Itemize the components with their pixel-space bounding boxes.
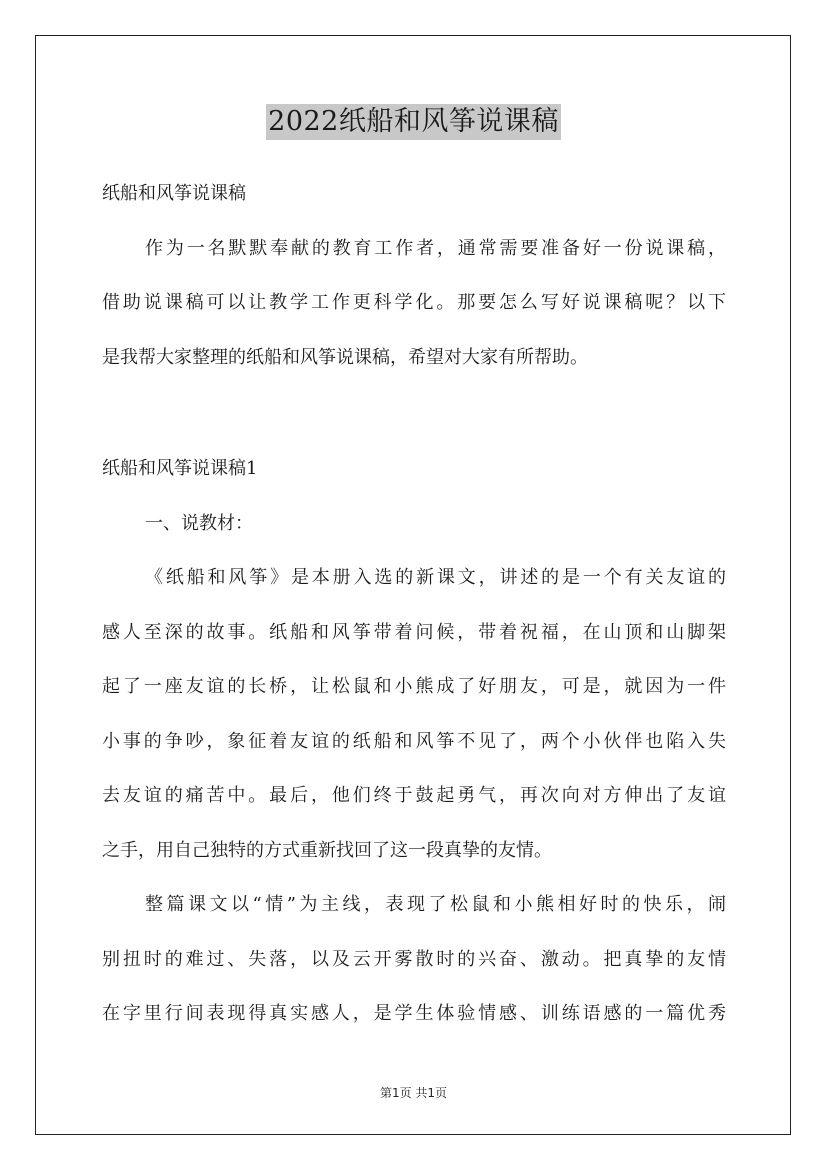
page-number: 第1页 共1页	[379, 1086, 448, 1100]
para1-line-6: 之手，用自己独特的方式重新找回了这一段真挚的友情。	[102, 839, 552, 861]
page-footer	[0, 1084, 827, 1101]
subsection-heading: 一、说教材：	[145, 512, 253, 534]
para1-line-1: 《纸船和风筝》是本册入选的新课文，讲述的是一个有关友谊的	[145, 567, 726, 588]
para1-line-2: 感人至深的故事。纸船和风筝带着问候，带着祝福，在山顶和山脚架	[102, 621, 726, 643]
para1-line-3: 起了一座友谊的长桥，让松鼠和小熊成了好朋友，可是，就因为一件	[102, 676, 726, 697]
section-heading: 纸船和风筝说课稿1	[102, 458, 258, 479]
title-container	[0, 104, 827, 140]
para2-line-1: 整篇课文以“情”为主线，表现了松鼠和小熊相好时的快乐，闹	[145, 894, 726, 915]
para1-line-4: 小事的争吵，象征着友谊的纸船和风筝不见了，两个小伙伴也陷入失	[102, 730, 726, 752]
intro-line-2: 借助说课稿可以让教学工作更科学化。那要怎么写好说课稿呢？以下	[102, 292, 726, 313]
intro-line-3: 是我帮大家整理的纸船和风筝说课稿，希望对大家有所帮助。	[102, 346, 588, 368]
document-body	[102, 172, 726, 1047]
section-spacer	[102, 390, 726, 447]
para1-line-5: 去友谊的痛苦中。最后，他们终于鼓起勇气，再次向对方伸出了友谊	[102, 785, 726, 806]
document-title: 2022纸船和风筝说课稿	[266, 104, 561, 140]
para2-line-2: 别扭时的难过、失落，以及云开雾散时的兴奋、激动。把真挚的友情	[102, 948, 726, 970]
para2-line-3: 在字里行间表现得真实感人，是学生体验情感、训练语感的一篇优秀	[102, 1003, 726, 1024]
intro-heading: 纸船和风筝说课稿	[102, 183, 246, 204]
intro-line-1: 作为一名默默奉献的教育工作者，通常需要准备好一份说课稿，	[145, 237, 726, 259]
